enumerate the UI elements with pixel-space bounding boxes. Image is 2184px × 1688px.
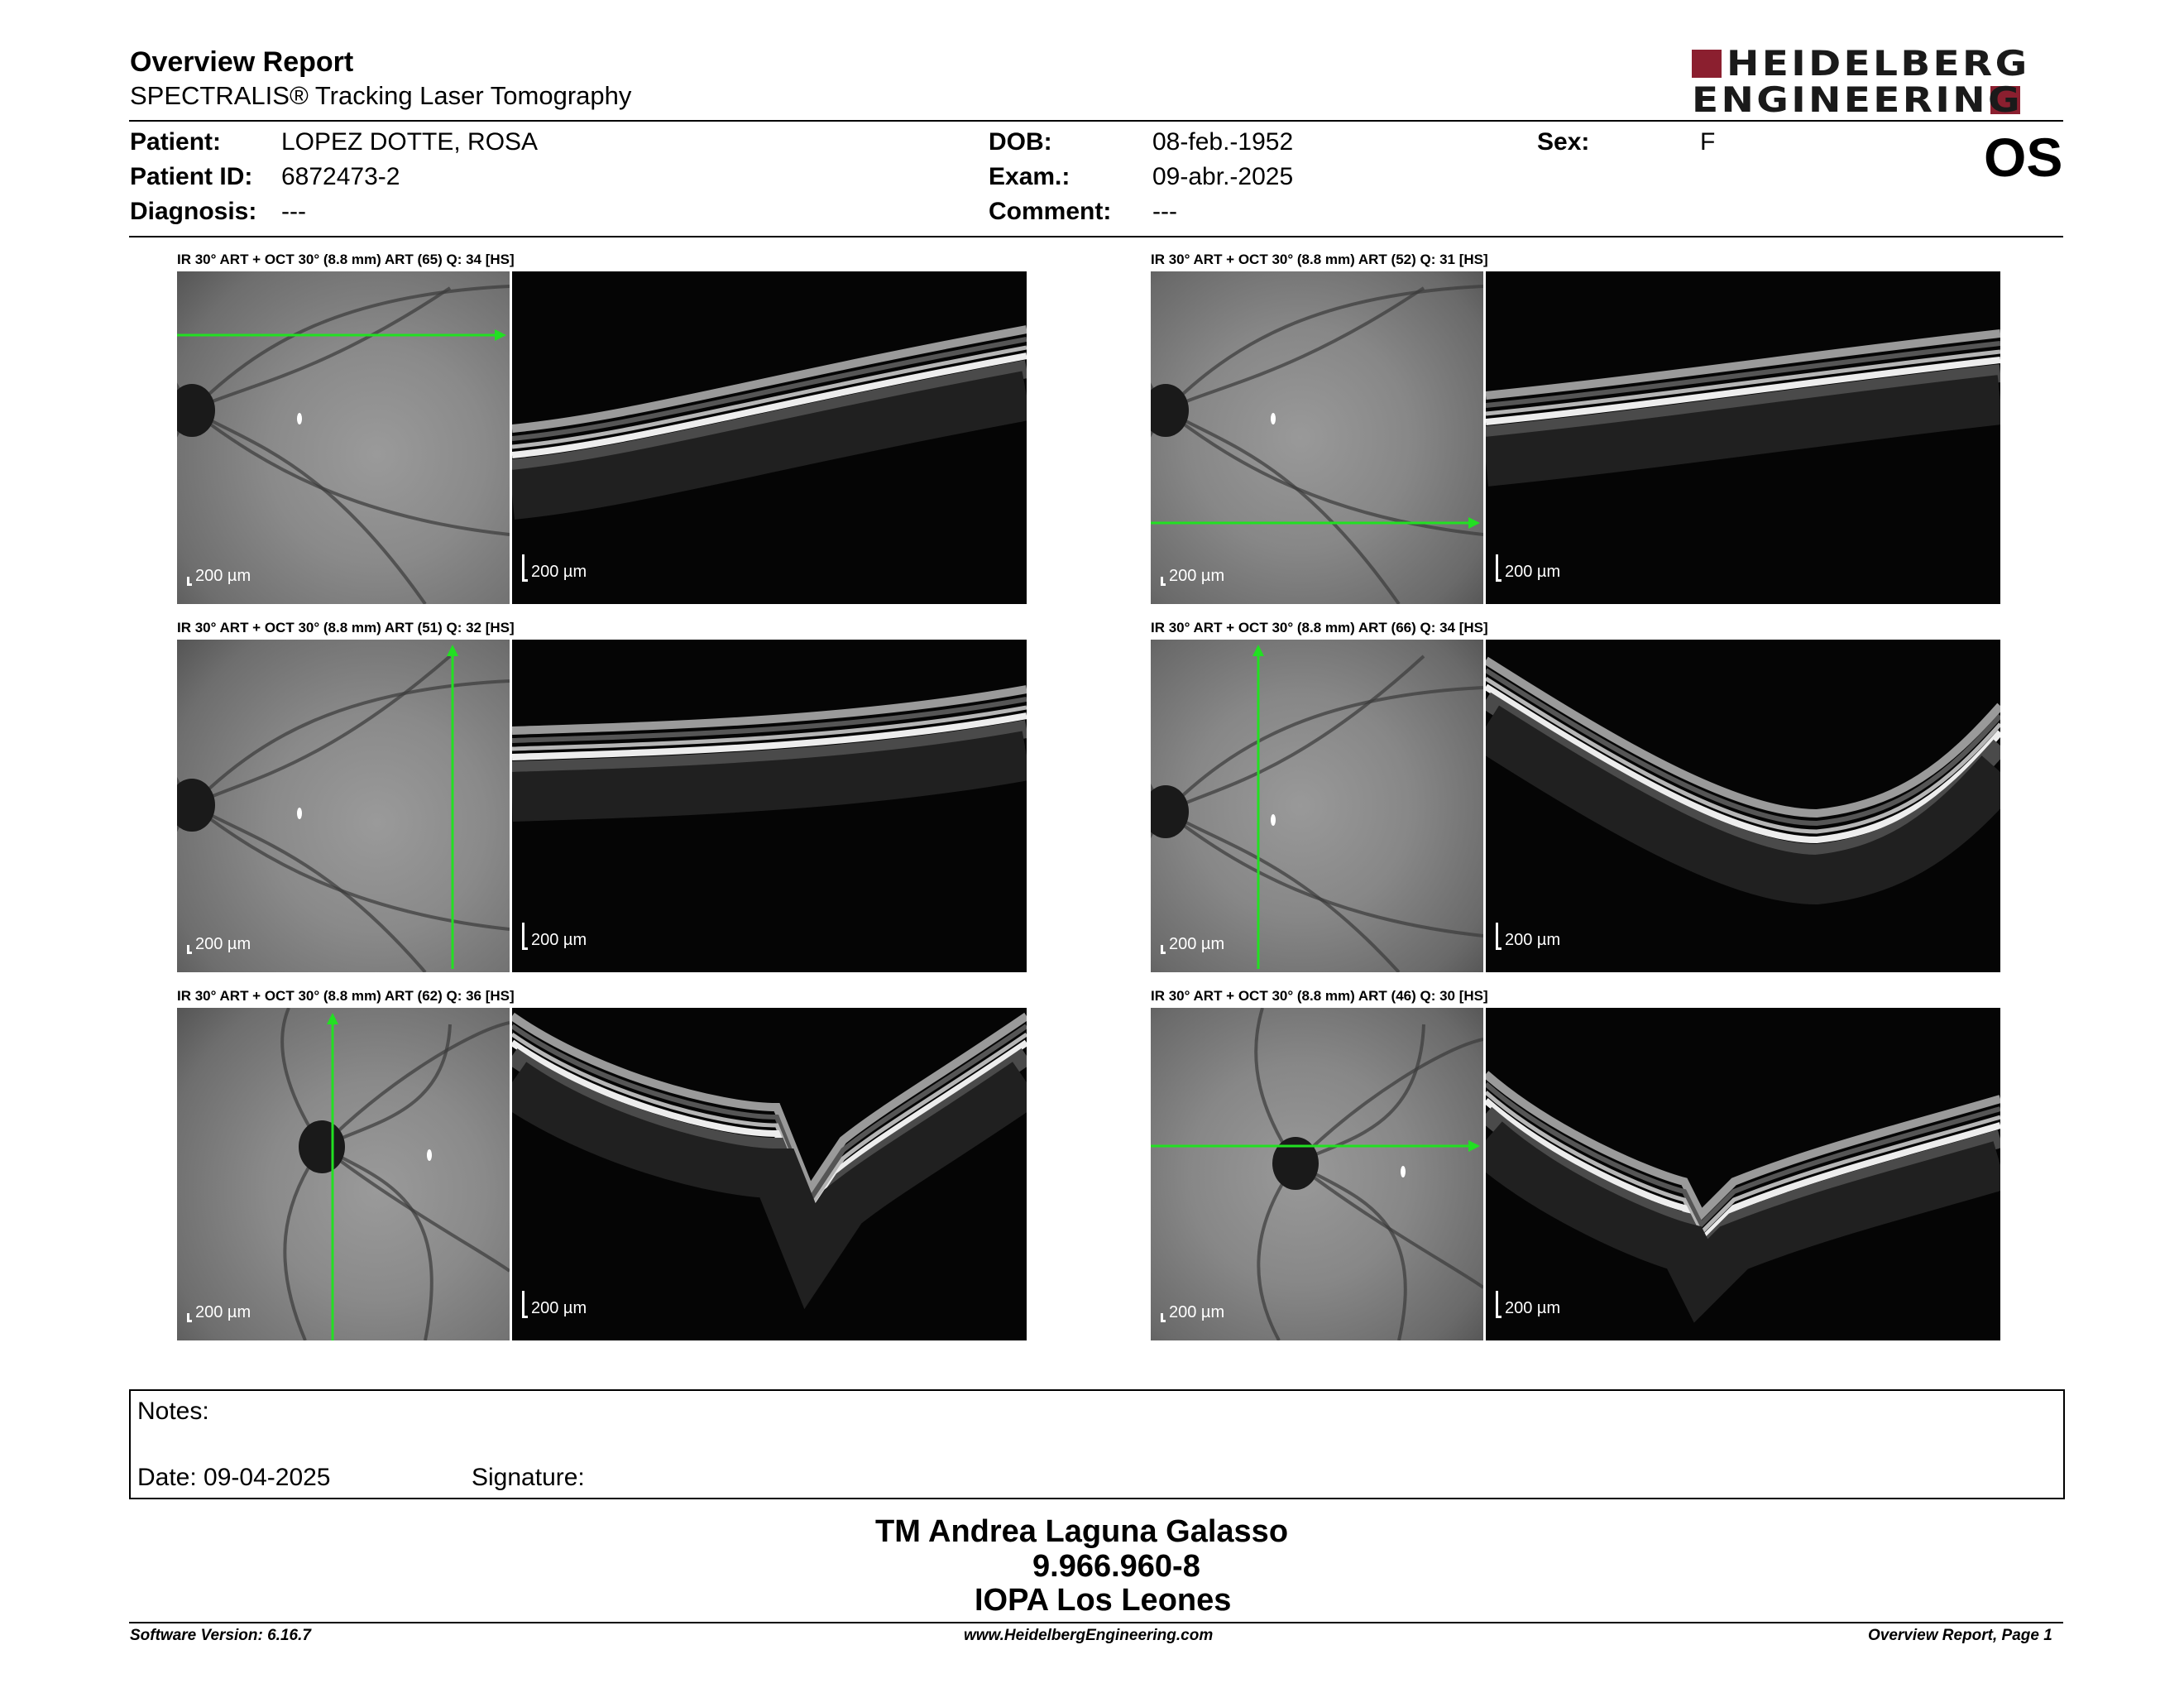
footer-divider — [129, 1622, 2063, 1623]
scan-direction-arrow-icon — [1468, 517, 1480, 529]
scale-bar: 200 µm — [1161, 567, 1224, 586]
patient-id-value: 6872473-2 — [281, 163, 400, 190]
notes-label: Notes: — [137, 1398, 209, 1425]
exam-value: 09-abr.-2025 — [1152, 163, 1294, 190]
retinal-vessel — [1258, 1163, 1296, 1340]
reflex-spot — [427, 1149, 432, 1161]
eye-indicator: OS — [1984, 127, 2063, 188]
patient-name: LOPEZ DOTTE, ROSA — [281, 128, 539, 156]
report-subtitle: SPECTRALIS® Tracking Laser Tomography — [130, 81, 632, 110]
retinal-layer — [1486, 400, 2000, 462]
reflex-spot — [297, 413, 302, 424]
retinal-vessel — [322, 1023, 510, 1147]
dob-value: 08-feb.-1952 — [1152, 128, 1294, 156]
optic-disc — [299, 1120, 345, 1173]
retinal-vessel — [322, 1147, 510, 1271]
retinal-vessel — [322, 1147, 432, 1340]
scale-bar: 200 µm — [522, 554, 587, 582]
logo-square-icon — [1692, 50, 1722, 78]
retinal-vessel — [1296, 1024, 1424, 1163]
oct-bscan — [512, 640, 1027, 972]
scale-bar: 200 µm — [522, 923, 587, 950]
fundus-image — [1151, 640, 1483, 972]
scale-bar: 200 µm — [1161, 935, 1224, 954]
scan-direction-arrow-icon — [447, 645, 458, 656]
retinal-vessel — [1166, 812, 1483, 936]
diagnosis-label: Diagnosis: — [130, 198, 257, 225]
page-number: Overview Report, Page 1 — [1868, 1627, 2052, 1644]
scale-bar: 200 µm — [187, 567, 251, 586]
oct-bscan — [512, 1008, 1027, 1340]
scan-caption: IR 30° ART + OCT 30° (8.8 mm) ART (66) Q: 34 [HS] — [1151, 620, 1488, 635]
report-title: Overview Report — [130, 46, 354, 78]
dob-label: DOB: — [989, 128, 1052, 156]
stamp-id: 9.966.960-8 — [1032, 1549, 1200, 1584]
stamp-institution: IOPA Los Leones — [975, 1583, 1232, 1618]
info-divider — [129, 236, 2063, 237]
scan-direction-arrow-icon — [327, 1013, 338, 1024]
sex-value: F — [1700, 128, 1716, 156]
retinal-vessel — [1166, 288, 1424, 410]
notes-box — [129, 1389, 2065, 1499]
website-link[interactable]: www.HeidelbergEngineering.com — [964, 1627, 1214, 1644]
retinal-vessel — [192, 656, 450, 805]
scan-direction-arrow-icon — [1252, 645, 1264, 656]
patient-label: Patient: — [130, 128, 222, 156]
logo-text-line2: ENGINEERING — [1692, 79, 2023, 120]
comment-value: --- — [1152, 198, 1177, 225]
date-label: Date: 09-04-2025 — [137, 1464, 331, 1491]
oct-bscan — [1486, 271, 2000, 604]
header-divider — [129, 120, 2063, 122]
patient-id-label: Patient ID: — [130, 163, 253, 190]
heidelberg-logo — [1692, 43, 2081, 120]
sex-label: Sex: — [1537, 128, 1590, 156]
retinal-vessel — [1296, 1163, 1483, 1288]
scan-caption: IR 30° ART + OCT 30° (8.8 mm) ART (62) Q: 36 [HS] — [177, 988, 515, 1004]
oct-bscan — [1486, 1008, 2000, 1340]
stamp-name: TM Andrea Laguna Galasso — [875, 1514, 1289, 1549]
scan-direction-arrow-icon — [1468, 1140, 1480, 1152]
reflex-spot — [297, 808, 302, 819]
fundus-image — [177, 640, 510, 972]
scale-bar: 200 µm — [1496, 1291, 1560, 1318]
exam-label: Exam.: — [989, 163, 1070, 190]
scale-bar: 200 µm — [1496, 923, 1560, 950]
comment-label: Comment: — [989, 198, 1112, 225]
scan-caption: IR 30° ART + OCT 30° (8.8 mm) ART (52) Q: 31 [HS] — [1151, 252, 1488, 267]
scale-bar: 200 µm — [187, 935, 251, 954]
signature-label: Signature: — [472, 1464, 585, 1491]
scan-caption: IR 30° ART + OCT 30° (8.8 mm) ART (51) Q: 32 [HS] — [177, 620, 515, 635]
scale-bar: 200 µm — [1161, 1303, 1224, 1322]
reflex-spot — [1271, 413, 1276, 424]
fundus-image — [177, 1008, 510, 1340]
oct-bscan — [512, 271, 1027, 604]
retinal-vessel — [1166, 656, 1424, 812]
scale-bar: 200 µm — [522, 1291, 587, 1318]
scale-bar: 200 µm — [187, 1303, 251, 1322]
retinal-vessel — [192, 288, 450, 410]
scale-bar: 200 µm — [1496, 554, 1560, 582]
software-version: Software Version: 6.16.7 — [130, 1627, 311, 1644]
scan-caption: IR 30° ART + OCT 30° (8.8 mm) ART (46) Q: 30 [HS] — [1151, 988, 1488, 1004]
retinal-vessel — [285, 1147, 322, 1340]
logo-text-line1: HEIDELBERG — [1727, 43, 2030, 84]
scan-direction-arrow-icon — [495, 329, 506, 341]
retinal-vessel — [1296, 1163, 1406, 1340]
retinal-vessel — [192, 805, 510, 929]
scan-caption: IR 30° ART + OCT 30° (8.8 mm) ART (65) Q: 34 [HS] — [177, 252, 515, 267]
fundus-image — [1151, 1008, 1483, 1340]
reflex-spot — [1271, 814, 1276, 826]
diagnosis-value: --- — [281, 198, 306, 225]
fundus-image — [1151, 271, 1483, 604]
oct-bscan — [1486, 640, 2000, 972]
reflex-spot — [1401, 1166, 1406, 1177]
fundus-image — [177, 271, 510, 604]
